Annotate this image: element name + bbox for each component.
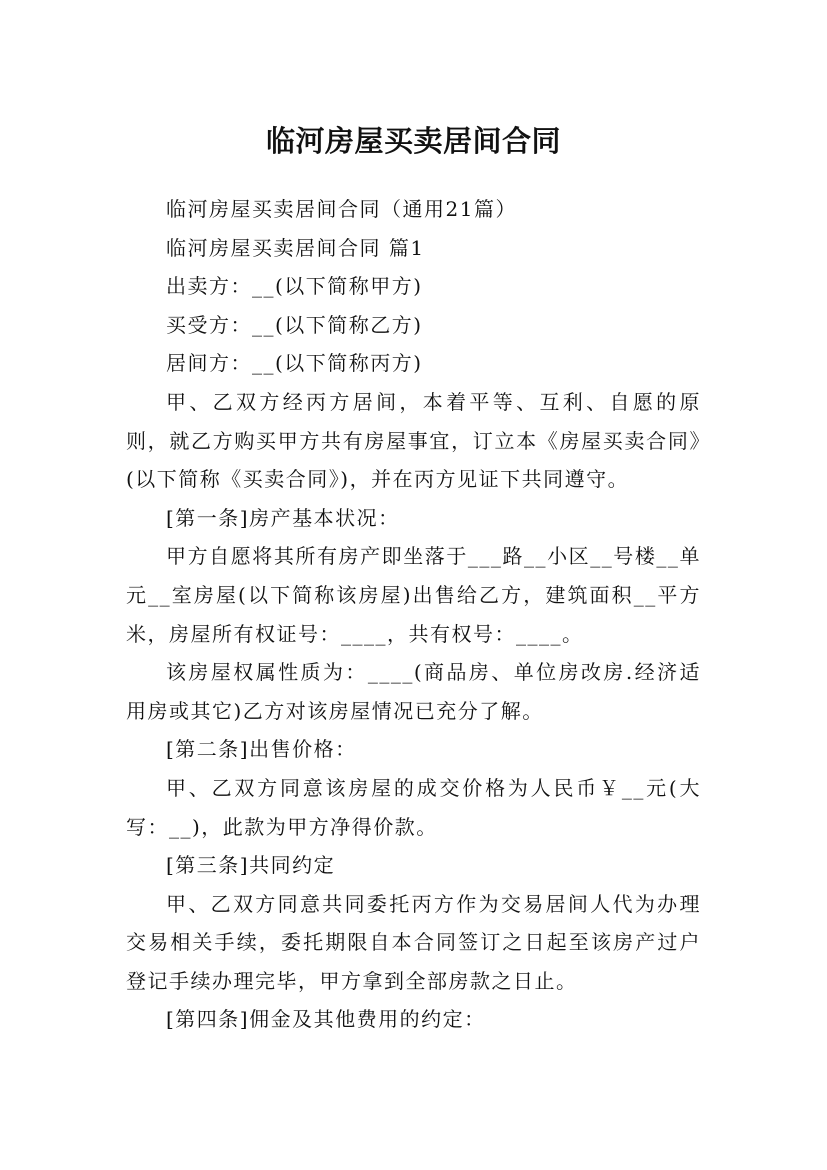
- paragraph-section-heading: 临河房屋买卖居间合同 篇1: [166, 235, 425, 260]
- paragraph-article-4-heading: [第四条]佣金及其他费用的约定：: [166, 1007, 486, 1032]
- paragraph-seller: 出卖方：__(以下简称甲方): [166, 274, 423, 299]
- paragraph-article-2-heading: [第二条]出售价格：: [166, 737, 357, 762]
- paragraph-property-nature: 该房屋权属性质为：____(商品房、单位房改房.经济适用房或其它)乙方对该房屋情况已充分了解。: [126, 660, 701, 723]
- paragraph-article-3-heading: [第三条]共同约定: [166, 853, 336, 878]
- paragraph-article-3-body: 甲、乙双方同意共同委托丙方作为交易居间人代为办理交易相关手续，委托期限自本合同签订之日起至该房产过户登记手续办理完毕，甲方拿到全部房款之日止。: [126, 891, 701, 993]
- paragraph-article-1-heading: [第一条]房产基本状况：: [166, 505, 400, 530]
- paragraph-preamble: 甲、乙双方经丙方居间，本着平等、互利、自愿的原则，就乙方购买甲方共有房屋事宜，订立本《房屋买卖合同》(以下简称《买卖合同》)，并在丙方见证下共同遵守。: [126, 389, 701, 492]
- paragraph-buyer: 买受方：__(以下简称乙方): [166, 312, 423, 337]
- document-title: 临河房屋买卖居间合同: [265, 124, 561, 159]
- paragraph-article-2-body: 甲、乙双方同意该房屋的成交价格为人民币￥__元(大写：__)，此款为甲方净得价款。: [126, 775, 701, 839]
- document-body: [126, 190, 701, 1039]
- paragraph-subtitle: 临河房屋买卖居间合同（通用21篇）: [166, 197, 517, 221]
- paragraph-article-1-body: 甲方自愿将其所有房产即坐落于___路__小区__号楼__单元__室房屋(以下简称该房屋)出售给乙方，建筑面积__平方米，房屋所有权证号：____，共有权号：____。: [126, 544, 701, 646]
- paragraph-intermediary: 居间方：__(以下简称丙方): [166, 351, 423, 376]
